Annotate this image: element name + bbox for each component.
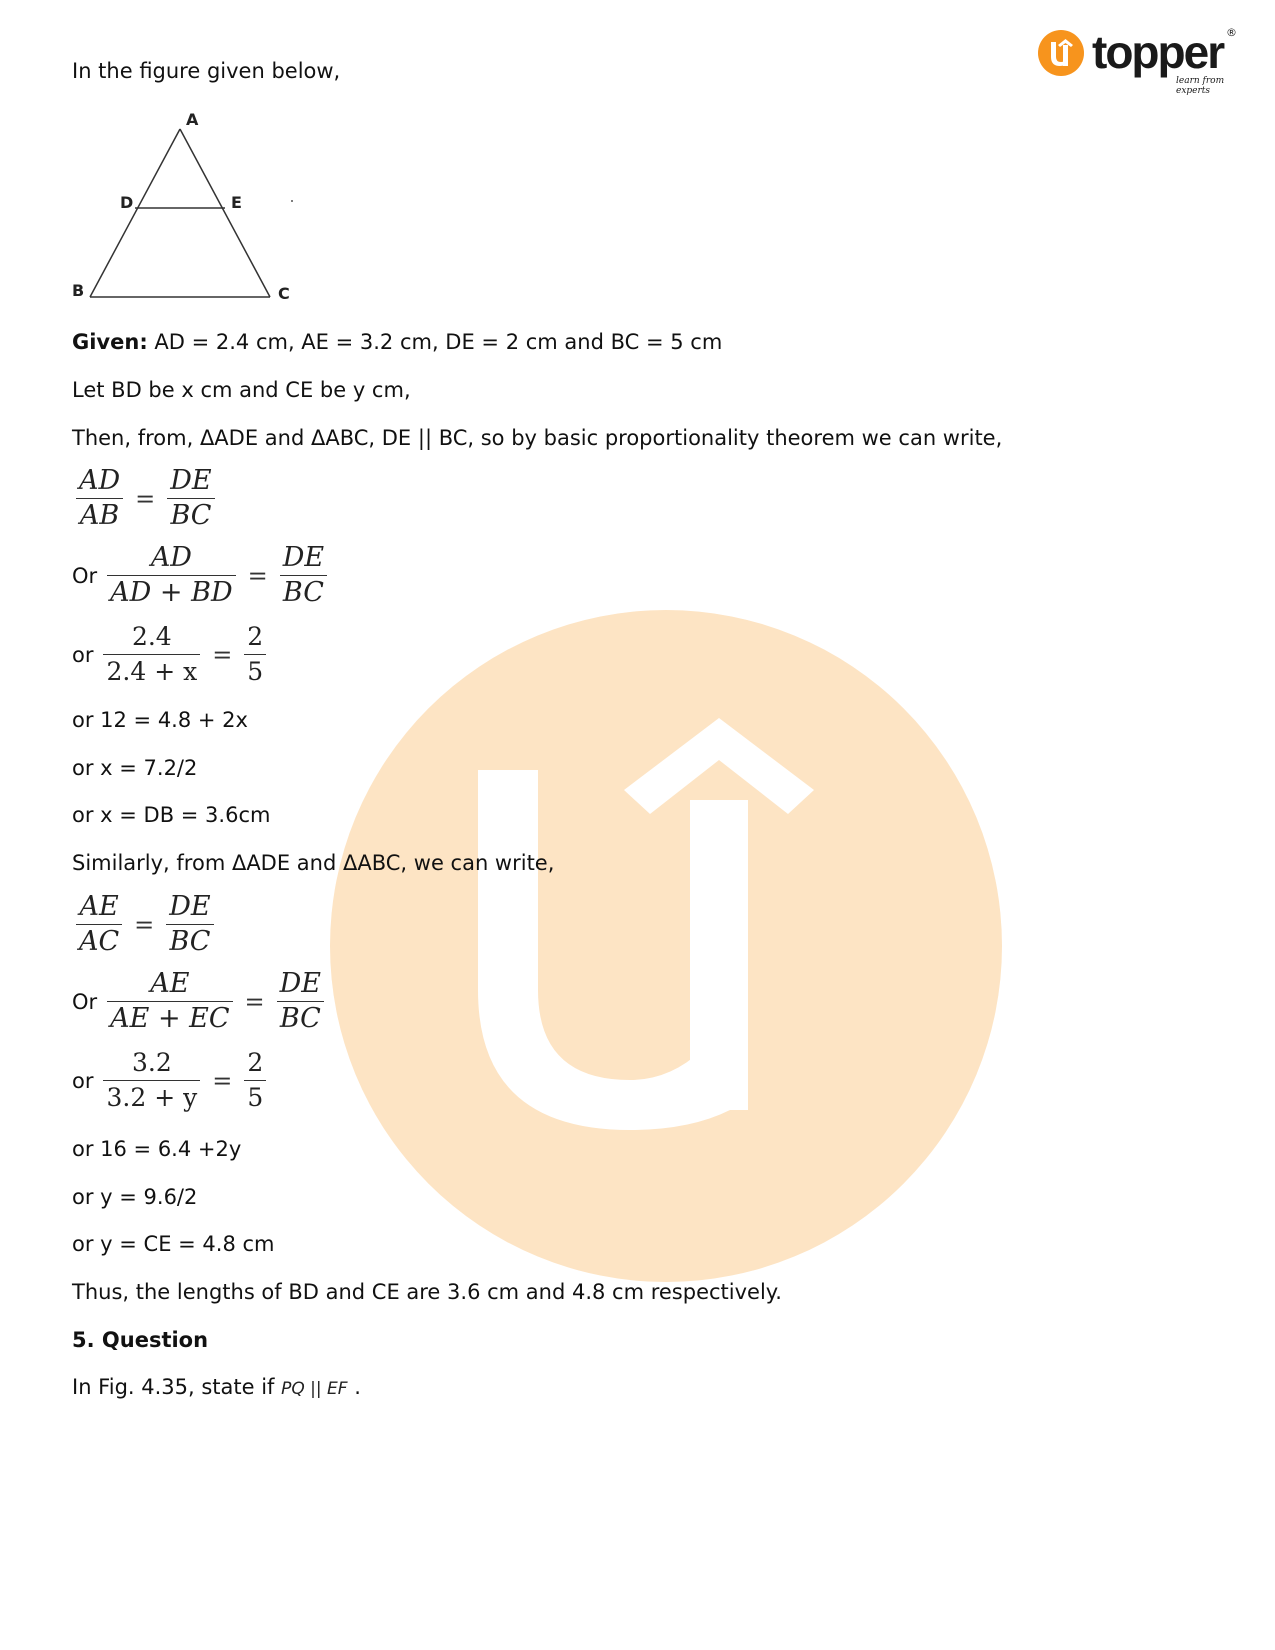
fraction xyxy=(280,541,327,610)
vertex-label-e: E xyxy=(231,193,242,212)
question-math: PQ || EF xyxy=(281,1379,348,1399)
triangle-figure xyxy=(70,112,310,322)
intro-text: In the figure given below, xyxy=(72,59,341,83)
step-1: or 12 = 4.8 + 2x xyxy=(72,708,248,732)
numerator: AE xyxy=(150,968,190,999)
registered-mark: ® xyxy=(1226,26,1237,39)
denominator: AD + BD xyxy=(110,577,233,608)
denominator: BC xyxy=(169,926,211,957)
fraction xyxy=(167,464,214,533)
equation-3: or $\frac{2.4}{2.4 + x}$ = $\frac{2}{5}$ xyxy=(72,620,270,689)
equation-1: $\frac{AD}{AB}$ = $\frac{DE}{BC}$ xyxy=(72,464,219,533)
equation-prefix: or xyxy=(72,642,94,667)
given-text: AD = 2.4 cm, AE = 3.2 cm, DE = 2 cm and BC = 5 cm xyxy=(147,330,723,354)
question-heading: 5. Question xyxy=(72,1328,209,1352)
vertex-label-c: C xyxy=(278,284,290,303)
denominator: 5 xyxy=(247,1083,264,1112)
logo-badge-icon xyxy=(1038,30,1084,76)
denominator: AC xyxy=(79,926,120,957)
let-line: Let BD be x cm and CE be y cm, xyxy=(72,378,411,402)
given-label: Given: xyxy=(72,330,148,354)
step-5: or y = 9.6/2 xyxy=(72,1185,198,1209)
fraction xyxy=(277,967,324,1036)
logo-tagline: learn from experts xyxy=(1176,76,1225,96)
numerator: DE xyxy=(170,465,212,496)
denominator: BC xyxy=(282,577,324,608)
equation-prefix: or xyxy=(72,1068,94,1093)
denominator: BC xyxy=(170,500,212,531)
step-4: or 16 = 6.4 +2y xyxy=(72,1137,242,1161)
numerator: 2 xyxy=(247,622,264,651)
vertex-label-d: D xyxy=(120,193,134,212)
denominator: 5 xyxy=(247,657,264,686)
denominator: 3.2 + y xyxy=(106,1083,198,1112)
equation-prefix: Or xyxy=(72,989,98,1014)
step-2: or x = 7.2/2 xyxy=(72,756,198,780)
numerator: DE xyxy=(169,891,211,922)
numerator: 2.4 xyxy=(131,622,172,651)
vertex-label-b: B xyxy=(72,281,85,300)
given-line xyxy=(72,329,722,355)
numerator: AE xyxy=(79,891,119,922)
fraction xyxy=(76,890,122,959)
similarly-line: Similarly, from ΔADE and ΔABC, we can write, xyxy=(72,851,555,875)
numerator: AD xyxy=(79,465,121,496)
equation-5: Or $\frac{AE}{AE + EC}$ = $\frac{DE}{BC}$ xyxy=(72,967,328,1036)
denominator: 2.4 + x xyxy=(106,657,198,686)
fraction xyxy=(244,620,266,689)
numerator: 2 xyxy=(247,1048,264,1077)
step-6: or y = CE = 4.8 cm xyxy=(72,1232,275,1256)
equation-2: Or $\frac{AD}{AD + BD}$ = $\frac{DE}{BC}$ xyxy=(72,541,331,610)
equation-4: $\frac{AE}{AC}$ = $\frac{DE}{BC}$ xyxy=(72,890,218,959)
vertex-label-a: A xyxy=(186,112,199,129)
conclusion-line: Thus, the lengths of BD and CE are 3.6 cm and 4.8 cm respectively. xyxy=(72,1280,782,1304)
numerator: AD xyxy=(150,542,192,573)
equation-prefix: Or xyxy=(72,563,98,588)
fraction xyxy=(107,541,235,610)
fraction xyxy=(76,464,123,533)
fraction xyxy=(166,890,213,959)
logo-wordmark: topper xyxy=(1092,26,1224,78)
step-3: or x = DB = 3.6cm xyxy=(72,803,271,827)
denominator: BC xyxy=(279,1003,321,1034)
fraction xyxy=(103,620,200,689)
topper-logo xyxy=(1038,22,1238,96)
question-prompt: In Fig. 4.35, state if xyxy=(72,1375,282,1399)
fraction xyxy=(244,1046,266,1115)
fraction xyxy=(103,1046,200,1115)
numerator: 3.2 xyxy=(131,1048,172,1077)
numerator: DE xyxy=(282,542,325,573)
question-text xyxy=(72,1374,361,1402)
denominator: AE + EC xyxy=(110,1003,230,1034)
fraction xyxy=(107,967,232,1036)
then-line: Then, from, ΔADE and ΔABC, DE || BC, so by basic proportionality theorem we can write, xyxy=(72,426,1003,450)
denominator: AB xyxy=(79,500,120,531)
numerator: DE xyxy=(279,968,322,999)
question-end: . xyxy=(347,1375,361,1399)
equation-6: or $\frac{3.2}{3.2 + y}$ = $\frac{2}{5}$ xyxy=(72,1046,270,1115)
